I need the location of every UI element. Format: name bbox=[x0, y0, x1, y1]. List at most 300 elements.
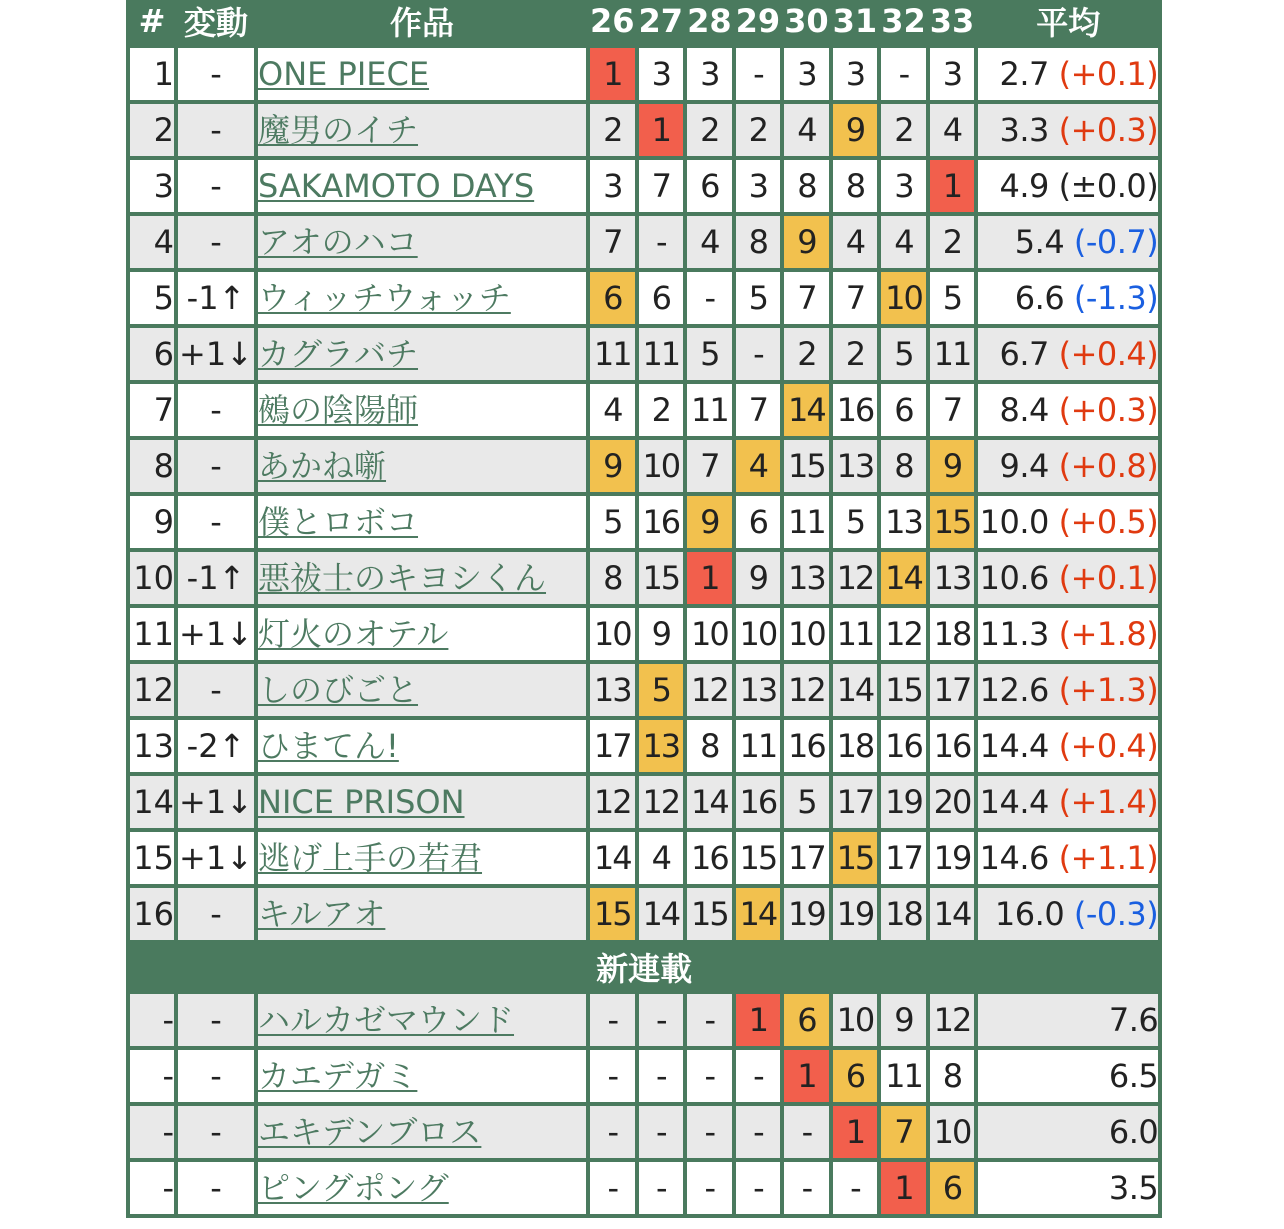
rank-value-cell: - bbox=[590, 1106, 635, 1158]
table-row bbox=[130, 160, 1158, 212]
title-cell bbox=[258, 104, 586, 156]
rank-value-cell: 3 bbox=[833, 48, 878, 100]
rank-value-cell: 3 bbox=[687, 48, 732, 100]
rank-value-cell: 18 bbox=[833, 720, 878, 772]
rank-value-cell: 5 bbox=[639, 664, 684, 716]
title-cell bbox=[258, 552, 586, 604]
rank-value-cell: 16 bbox=[833, 384, 878, 436]
table-row bbox=[130, 1050, 1158, 1102]
rank-value-cell: 13 bbox=[736, 664, 781, 716]
title-link[interactable]: 灯火のオテル bbox=[258, 615, 449, 653]
section-header-row bbox=[130, 944, 1158, 990]
average-delta: (+0.5) bbox=[1058, 503, 1159, 541]
rank-value-cell: 17 bbox=[881, 832, 926, 884]
rank-value-cell: 15 bbox=[736, 832, 781, 884]
rank-value-cell: 4 bbox=[784, 104, 829, 156]
average-value: 12.6 bbox=[979, 671, 1049, 709]
rank-value-cell: 2 bbox=[590, 104, 635, 156]
title-cell bbox=[258, 272, 586, 324]
rank-value-cell: 10 bbox=[930, 1106, 975, 1158]
rank-value-cell: 8 bbox=[833, 160, 878, 212]
rank-value-cell: - bbox=[833, 1162, 878, 1214]
title-link[interactable]: しのびごと bbox=[258, 671, 419, 709]
rank-value-cell: - bbox=[590, 1162, 635, 1214]
rank-value-cell: 2 bbox=[833, 328, 878, 380]
average-cell bbox=[978, 832, 1158, 884]
title-cell bbox=[258, 1162, 586, 1214]
rank-value-cell: 13 bbox=[881, 496, 926, 548]
rank-value-cell: 7 bbox=[930, 384, 975, 436]
header-average: 平均 bbox=[1036, 4, 1101, 42]
average-value: 3.3 bbox=[999, 111, 1049, 149]
rank-value-cell: 11 bbox=[833, 608, 878, 660]
rank-value-cell: 7 bbox=[736, 384, 781, 436]
rank-value-cell: 17 bbox=[590, 720, 635, 772]
rank-value-cell: 2 bbox=[639, 384, 684, 436]
rank-value-cell: - bbox=[590, 1050, 635, 1102]
rank-value-cell: 11 bbox=[736, 720, 781, 772]
table-row bbox=[130, 720, 1158, 772]
title-link[interactable]: 悪祓士のキヨシくん bbox=[258, 559, 547, 597]
rank-value-cell: 2 bbox=[930, 216, 975, 268]
title-cell bbox=[258, 994, 586, 1046]
rank-value-cell: 11 bbox=[687, 384, 732, 436]
rank-value-cell: - bbox=[736, 1106, 781, 1158]
average-cell bbox=[978, 272, 1158, 324]
change-cell: - bbox=[178, 1050, 254, 1102]
average-delta: (+0.4) bbox=[1058, 335, 1159, 373]
rank-value-cell: 6 bbox=[833, 1050, 878, 1102]
rank-value-cell: 16 bbox=[784, 720, 829, 772]
rank-value-cell: 11 bbox=[881, 1050, 926, 1102]
table-row bbox=[130, 216, 1158, 268]
rank-value-cell: 9 bbox=[833, 104, 878, 156]
rank-value-cell: 8 bbox=[736, 216, 781, 268]
average-value: 14.6 bbox=[979, 839, 1049, 877]
header-issue: 33 bbox=[929, 2, 975, 40]
title-link[interactable]: あかね噺 bbox=[258, 447, 387, 485]
rank-value-cell: 4 bbox=[881, 216, 926, 268]
rank-cell: - bbox=[130, 1050, 174, 1102]
rank-cell: 9 bbox=[130, 496, 174, 548]
rank-value-cell: 16 bbox=[930, 720, 975, 772]
rank-value-cell: - bbox=[687, 1050, 732, 1102]
header-issue: 26 bbox=[590, 2, 635, 40]
rank-value-cell: 7 bbox=[784, 272, 829, 324]
rank-cell: 5 bbox=[130, 272, 174, 324]
title-cell bbox=[258, 384, 586, 436]
title-link[interactable]: NICE PRISON bbox=[258, 783, 465, 821]
rank-value-cell: 18 bbox=[881, 888, 926, 940]
average-value: 2.7 bbox=[999, 55, 1049, 93]
rank-value-cell: 10 bbox=[687, 608, 732, 660]
average-value: 11.3 bbox=[979, 615, 1049, 653]
average-cell bbox=[978, 104, 1158, 156]
change-cell: - bbox=[178, 994, 254, 1046]
rank-value-cell: 6 bbox=[881, 384, 926, 436]
rank-value-cell: 4 bbox=[590, 384, 635, 436]
rank-cell: 16 bbox=[130, 888, 174, 940]
average-cell bbox=[978, 608, 1158, 660]
table-row bbox=[130, 888, 1158, 940]
title-link[interactable]: ひまてん! bbox=[258, 727, 399, 765]
average-value: 3.5 bbox=[1108, 1169, 1159, 1207]
title-link[interactable]: ONE PIECE bbox=[258, 55, 430, 93]
average-cell bbox=[978, 328, 1158, 380]
rank-value-cell: 10 bbox=[736, 608, 781, 660]
rank-cell: 3 bbox=[130, 160, 174, 212]
rank-value-cell: 9 bbox=[881, 994, 926, 1046]
header-rank: # bbox=[138, 2, 166, 40]
title-link[interactable]: 逃げ上手の若君 bbox=[258, 839, 483, 877]
title-cell bbox=[258, 48, 586, 100]
average-cell bbox=[978, 496, 1158, 548]
table-row bbox=[130, 664, 1158, 716]
rank-value-cell: 14 bbox=[833, 664, 878, 716]
rank-value-cell: - bbox=[687, 1106, 732, 1158]
rank-cell: 8 bbox=[130, 440, 174, 492]
average-delta: (+0.1) bbox=[1058, 559, 1159, 597]
new-series-section bbox=[130, 944, 1158, 1214]
average-value: 14.4 bbox=[979, 783, 1049, 821]
rank-value-cell: 3 bbox=[590, 160, 635, 212]
rank-value-cell: - bbox=[590, 994, 635, 1046]
rank-value-cell: 3 bbox=[930, 48, 975, 100]
header-issue: 30 bbox=[784, 2, 829, 40]
rank-value-cell: 15 bbox=[930, 496, 975, 548]
rank-value-cell: 9 bbox=[590, 440, 635, 492]
change-cell: - bbox=[178, 888, 254, 940]
average-value: 6.5 bbox=[1108, 1057, 1159, 1095]
rank-value-cell: 9 bbox=[687, 496, 732, 548]
rank-value-cell: 13 bbox=[930, 552, 975, 604]
title-link[interactable]: 僕とロボコ bbox=[258, 503, 419, 541]
change-cell: - bbox=[178, 664, 254, 716]
header-issue: 31 bbox=[832, 2, 878, 40]
title-cell bbox=[258, 888, 586, 940]
average-value: 4.9 bbox=[999, 167, 1049, 205]
rank-value-cell: 1 bbox=[736, 994, 781, 1046]
title-cell bbox=[258, 664, 586, 716]
rank-value-cell: 6 bbox=[639, 272, 684, 324]
rank-value-cell: 13 bbox=[833, 440, 878, 492]
average-delta: (+1.3) bbox=[1058, 671, 1159, 709]
rank-cell: 15 bbox=[130, 832, 174, 884]
title-cell bbox=[258, 832, 586, 884]
rank-value-cell: 7 bbox=[639, 160, 684, 212]
average-delta: (+1.1) bbox=[1058, 839, 1159, 877]
rank-value-cell: 6 bbox=[687, 160, 732, 212]
average-cell bbox=[978, 552, 1158, 604]
rank-value-cell: 9 bbox=[639, 608, 684, 660]
title-link[interactable]: アオのハコ bbox=[258, 223, 418, 261]
rank-value-cell: 3 bbox=[881, 160, 926, 212]
rank-value-cell: 14 bbox=[881, 552, 926, 604]
rank-value-cell: 8 bbox=[930, 1050, 975, 1102]
rank-value-cell: 3 bbox=[784, 48, 829, 100]
rank-value-cell: 12 bbox=[687, 664, 732, 716]
rank-value-cell: 7 bbox=[687, 440, 732, 492]
rank-value-cell: 14 bbox=[784, 384, 829, 436]
rank-cell: 12 bbox=[130, 664, 174, 716]
average-value: 9.4 bbox=[999, 447, 1049, 485]
rank-cell: 14 bbox=[130, 776, 174, 828]
rank-value-cell: 7 bbox=[881, 1106, 926, 1158]
rank-value-cell: 17 bbox=[833, 776, 878, 828]
rank-value-cell: 14 bbox=[687, 776, 732, 828]
rank-cell: 11 bbox=[130, 608, 174, 660]
rank-value-cell: 19 bbox=[784, 888, 829, 940]
rank-value-cell: 17 bbox=[784, 832, 829, 884]
title-link[interactable]: 魔男のイチ bbox=[258, 111, 419, 149]
rank-cell: 6 bbox=[130, 328, 174, 380]
average-value: 5.4 bbox=[1014, 223, 1065, 261]
table-row bbox=[130, 832, 1158, 884]
rank-value-cell: 1 bbox=[590, 48, 635, 100]
title-link[interactable]: キルアオ bbox=[258, 895, 386, 933]
change-cell: -2↑ bbox=[178, 720, 254, 772]
rank-value-cell: 12 bbox=[881, 608, 926, 660]
rank-value-cell: 12 bbox=[833, 552, 878, 604]
rank-value-cell: 16 bbox=[881, 720, 926, 772]
average-cell bbox=[978, 440, 1158, 492]
table-row bbox=[130, 384, 1158, 436]
rank-value-cell: 1 bbox=[881, 1162, 926, 1214]
rank-value-cell: 17 bbox=[930, 664, 975, 716]
rank-value-cell: - bbox=[736, 328, 781, 380]
rank-value-cell: 5 bbox=[736, 272, 781, 324]
rank-value-cell: 4 bbox=[687, 216, 732, 268]
change-cell: +1↓ bbox=[178, 328, 254, 380]
rank-value-cell: 6 bbox=[784, 994, 829, 1046]
change-cell: - bbox=[178, 496, 254, 548]
rank-value-cell: 10 bbox=[639, 440, 684, 492]
rank-value-cell: 1 bbox=[930, 160, 975, 212]
rank-cell: 1 bbox=[130, 48, 174, 100]
rank-value-cell: 12 bbox=[590, 776, 635, 828]
rank-cell: 2 bbox=[130, 104, 174, 156]
average-delta: (+1.4) bbox=[1058, 783, 1159, 821]
title-link[interactable]: ウィッチウォッチ bbox=[258, 279, 511, 317]
rank-value-cell: - bbox=[736, 1050, 781, 1102]
title-link[interactable]: 鵺の陰陽師 bbox=[258, 391, 419, 429]
title-link[interactable]: カエデガミ bbox=[258, 1057, 418, 1095]
average-value: 6.6 bbox=[1014, 279, 1065, 317]
rank-value-cell: 11 bbox=[930, 328, 975, 380]
average-value: 16.0 bbox=[994, 895, 1065, 933]
rank-value-cell: - bbox=[736, 48, 781, 100]
rank-value-cell: 14 bbox=[590, 832, 635, 884]
rank-value-cell: - bbox=[687, 1162, 732, 1214]
table-row bbox=[130, 48, 1158, 100]
rank-value-cell: 16 bbox=[639, 496, 684, 548]
ranking-table bbox=[126, 0, 1162, 1218]
rank-value-cell: 15 bbox=[881, 664, 926, 716]
rank-value-cell: 14 bbox=[639, 888, 684, 940]
rank-cell: 7 bbox=[130, 384, 174, 436]
rank-value-cell: - bbox=[639, 1050, 684, 1102]
table-row bbox=[130, 552, 1158, 604]
average-cell bbox=[978, 888, 1158, 940]
rank-value-cell: 1 bbox=[687, 552, 732, 604]
change-cell: +1↓ bbox=[178, 608, 254, 660]
rank-value-cell: 8 bbox=[590, 552, 635, 604]
rank-value-cell: 6 bbox=[930, 1162, 975, 1214]
rank-value-cell: 4 bbox=[736, 440, 781, 492]
header-issue: 29 bbox=[735, 2, 781, 40]
rank-value-cell: 15 bbox=[784, 440, 829, 492]
rank-value-cell: 20 bbox=[930, 776, 975, 828]
rank-value-cell: 16 bbox=[687, 832, 732, 884]
rank-cell: - bbox=[130, 1162, 174, 1214]
rank-value-cell: 10 bbox=[881, 272, 926, 324]
table-row bbox=[130, 496, 1158, 548]
table-row bbox=[130, 1106, 1158, 1158]
average-value: 14.4 bbox=[979, 727, 1049, 765]
change-cell: - bbox=[178, 160, 254, 212]
average-delta: (+0.1) bbox=[1058, 55, 1159, 93]
average-value: 10.6 bbox=[979, 559, 1049, 597]
title-cell bbox=[258, 776, 586, 828]
table-row bbox=[130, 608, 1158, 660]
rank-cell: - bbox=[130, 994, 174, 1046]
title-cell bbox=[258, 720, 586, 772]
rank-value-cell: 5 bbox=[881, 328, 926, 380]
rank-value-cell: 13 bbox=[590, 664, 635, 716]
average-delta: (+0.3) bbox=[1058, 391, 1159, 429]
rank-value-cell: 12 bbox=[639, 776, 684, 828]
rank-value-cell: 14 bbox=[930, 888, 975, 940]
rank-value-cell: 15 bbox=[687, 888, 732, 940]
table-row bbox=[130, 272, 1158, 324]
change-cell: -1↑ bbox=[178, 552, 254, 604]
rank-value-cell: 1 bbox=[639, 104, 684, 156]
average-cell bbox=[978, 994, 1158, 1046]
rank-value-cell: 9 bbox=[784, 216, 829, 268]
rank-value-cell: 14 bbox=[736, 888, 781, 940]
table-row bbox=[130, 994, 1158, 1046]
rank-value-cell: 4 bbox=[930, 104, 975, 156]
rank-cell: 13 bbox=[130, 720, 174, 772]
header-change: 変動 bbox=[183, 4, 248, 42]
change-cell: - bbox=[178, 1106, 254, 1158]
change-cell: - bbox=[178, 216, 254, 268]
average-value: 10.0 bbox=[979, 503, 1049, 541]
rank-value-cell: 8 bbox=[784, 160, 829, 212]
table-row bbox=[130, 440, 1158, 492]
table-row bbox=[130, 1162, 1158, 1214]
rank-value-cell: 11 bbox=[784, 496, 829, 548]
rank-value-cell: 2 bbox=[881, 104, 926, 156]
rank-value-cell: - bbox=[639, 1106, 684, 1158]
rank-value-cell: 13 bbox=[784, 552, 829, 604]
change-cell: - bbox=[178, 1162, 254, 1214]
rank-value-cell: 2 bbox=[736, 104, 781, 156]
rank-value-cell: - bbox=[687, 272, 732, 324]
rank-value-cell: 5 bbox=[590, 496, 635, 548]
average-delta: (+0.4) bbox=[1058, 727, 1159, 765]
rank-value-cell: 2 bbox=[687, 104, 732, 156]
rank-value-cell: - bbox=[639, 1162, 684, 1214]
rank-value-cell: 7 bbox=[590, 216, 635, 268]
change-cell: - bbox=[178, 440, 254, 492]
average-cell bbox=[978, 216, 1158, 268]
title-cell bbox=[258, 160, 586, 212]
rank-value-cell: 12 bbox=[784, 664, 829, 716]
section-title: 新連載 bbox=[596, 950, 693, 988]
rank-value-cell: 3 bbox=[639, 48, 684, 100]
average-cell bbox=[978, 720, 1158, 772]
rank-value-cell: - bbox=[881, 48, 926, 100]
title-link[interactable]: ハルカゼマウンド bbox=[258, 1001, 515, 1039]
title-cell bbox=[258, 608, 586, 660]
title-link[interactable]: エキデンブロス bbox=[258, 1113, 482, 1151]
average-delta: (+0.3) bbox=[1058, 111, 1159, 149]
title-link[interactable]: SAKAMOTO DAYS bbox=[258, 167, 535, 205]
average-cell bbox=[978, 384, 1158, 436]
rank-value-cell: - bbox=[784, 1162, 829, 1214]
rank-value-cell: 15 bbox=[639, 552, 684, 604]
header-issue: 27 bbox=[638, 2, 684, 40]
rank-value-cell: 7 bbox=[833, 272, 878, 324]
rank-value-cell: 11 bbox=[590, 328, 635, 380]
average-cell bbox=[978, 776, 1158, 828]
title-cell bbox=[258, 328, 586, 380]
average-value: 6.0 bbox=[1108, 1113, 1159, 1151]
change-cell: -1↑ bbox=[178, 272, 254, 324]
title-cell bbox=[258, 1106, 586, 1158]
header-issue: 28 bbox=[687, 2, 732, 40]
rank-value-cell: 6 bbox=[736, 496, 781, 548]
average-delta: (±0.0) bbox=[1058, 167, 1159, 205]
rank-cell: 4 bbox=[130, 216, 174, 268]
rank-value-cell: 19 bbox=[881, 776, 926, 828]
rank-value-cell: 8 bbox=[881, 440, 926, 492]
ranking-body bbox=[130, 48, 1158, 940]
average-cell bbox=[978, 1162, 1158, 1214]
rank-value-cell: 9 bbox=[930, 440, 975, 492]
table-row bbox=[130, 104, 1158, 156]
average-cell bbox=[978, 1050, 1158, 1102]
average-delta: (-0.7) bbox=[1073, 223, 1159, 261]
rank-value-cell: 12 bbox=[930, 994, 975, 1046]
average-cell bbox=[978, 664, 1158, 716]
title-link[interactable]: カグラバチ bbox=[258, 335, 419, 373]
rank-value-cell: 10 bbox=[784, 608, 829, 660]
rank-value-cell: - bbox=[687, 994, 732, 1046]
average-cell bbox=[978, 160, 1158, 212]
change-cell: - bbox=[178, 384, 254, 436]
table-row bbox=[130, 776, 1158, 828]
change-cell: +1↓ bbox=[178, 776, 254, 828]
rank-value-cell: 1 bbox=[784, 1050, 829, 1102]
title-link[interactable]: ピングポング bbox=[258, 1169, 449, 1207]
rank-value-cell: 9 bbox=[736, 552, 781, 604]
rank-value-cell: 5 bbox=[833, 496, 878, 548]
header-issue: 32 bbox=[881, 2, 926, 40]
rank-value-cell: - bbox=[639, 994, 684, 1046]
average-value: 6.7 bbox=[999, 335, 1049, 373]
average-delta: (-1.3) bbox=[1073, 279, 1159, 317]
title-cell bbox=[258, 216, 586, 268]
rank-value-cell: 4 bbox=[833, 216, 878, 268]
rank-cell: - bbox=[130, 1106, 174, 1158]
title-cell bbox=[258, 1050, 586, 1102]
rank-value-cell: - bbox=[639, 216, 684, 268]
title-cell bbox=[258, 440, 586, 492]
average-value: 8.4 bbox=[999, 391, 1049, 429]
rank-value-cell: 5 bbox=[930, 272, 975, 324]
